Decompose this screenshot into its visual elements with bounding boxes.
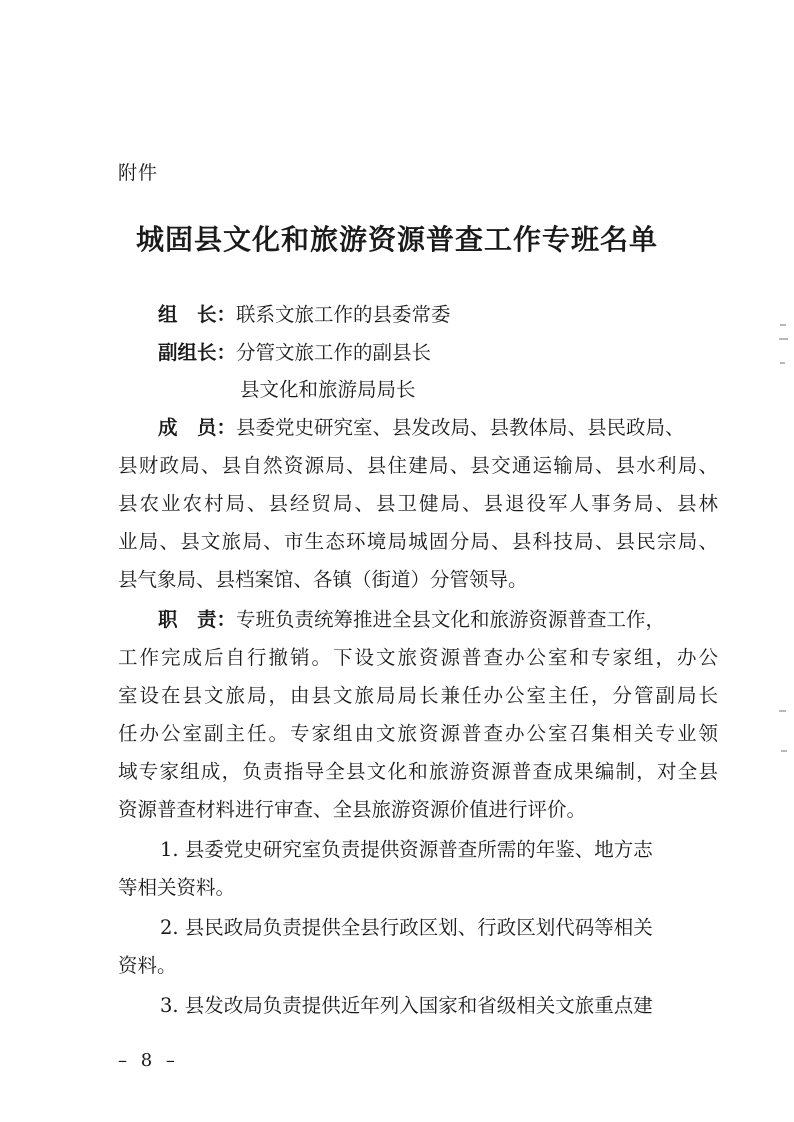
- scan-speck-mark: [774, 318, 788, 378]
- members-line-4: 业局、县文旅局、市生态环境局城固分局、县科技局、县民宗局、: [118, 530, 718, 553]
- deputy-row: [158, 343, 431, 363]
- members-line-1: 县委党史研究室、县发改局、县教体局、县民政局、: [236, 416, 685, 439]
- duties-line-2: 工作完成后自行撤销。下设文旅资源普查办公室和专家组，办公: [118, 646, 718, 669]
- item-2-line-2: 资料。: [118, 954, 177, 977]
- duties-line-3: 室设在县文旅局，由县文旅局局长兼任办公室主任，分管副局长: [118, 684, 718, 707]
- deputy-line-1: 分管文旅工作的副县长: [236, 341, 432, 364]
- leader-label: 组 长：: [158, 303, 237, 326]
- duties-line-6: 资源普查材料进行审查、全县旅游资源价值进行评价。: [118, 798, 587, 821]
- members-line-2: 县财政局、县自然资源局、县住建局、县交通运输局、县水利局、: [118, 454, 718, 477]
- leader-row: [158, 305, 451, 325]
- duties-line-4: 任办公室副主任。专家组由文旅资源普查办公室召集相关专业领: [118, 722, 718, 745]
- deputy-label: 副组长：: [158, 341, 237, 364]
- duties-row: [158, 610, 665, 630]
- item-1-line-2: 等相关资料。: [118, 876, 236, 899]
- item-3-line-1: 3. 县发改局负责提供近年列入国家和省级相关文旅重点建: [160, 994, 653, 1017]
- deputy-line-2: 县文化和旅游局局长: [240, 378, 416, 401]
- document-title: 城固县文化和旅游资源普查工作专班名单: [135, 223, 658, 256]
- page-number: – 8 –: [118, 1050, 179, 1071]
- duties-label: 职 责：: [158, 608, 237, 631]
- members-line-5: 县气象局、县档案馆、各镇（街道）分管领导。: [118, 568, 528, 591]
- leader-text: 联系文旅工作的县委常委: [236, 303, 451, 326]
- scan-speck-mark: [774, 700, 788, 760]
- members-label: 成 员：: [158, 416, 237, 439]
- item-2-line-1: 2. 县民政局负责提供全县行政区划、行政区划代码等相关: [160, 916, 653, 939]
- duties-line-5: 域专家组成，负责指导全县文化和旅游资源普查成果编制，对全县: [118, 760, 718, 783]
- duties-line-1: 专班负责统筹推进全县文化和旅游资源普查工作，: [236, 608, 666, 631]
- attachment-label: 附件: [118, 162, 159, 184]
- item-1-line-1: 1. 县委党史研究室负责提供资源普查所需的年鉴、地方志: [160, 838, 653, 861]
- members-line-3: 县农业农村局、县经贸局、县卫健局、县退役军人事务局、县林: [118, 492, 718, 515]
- members-row: [158, 418, 685, 438]
